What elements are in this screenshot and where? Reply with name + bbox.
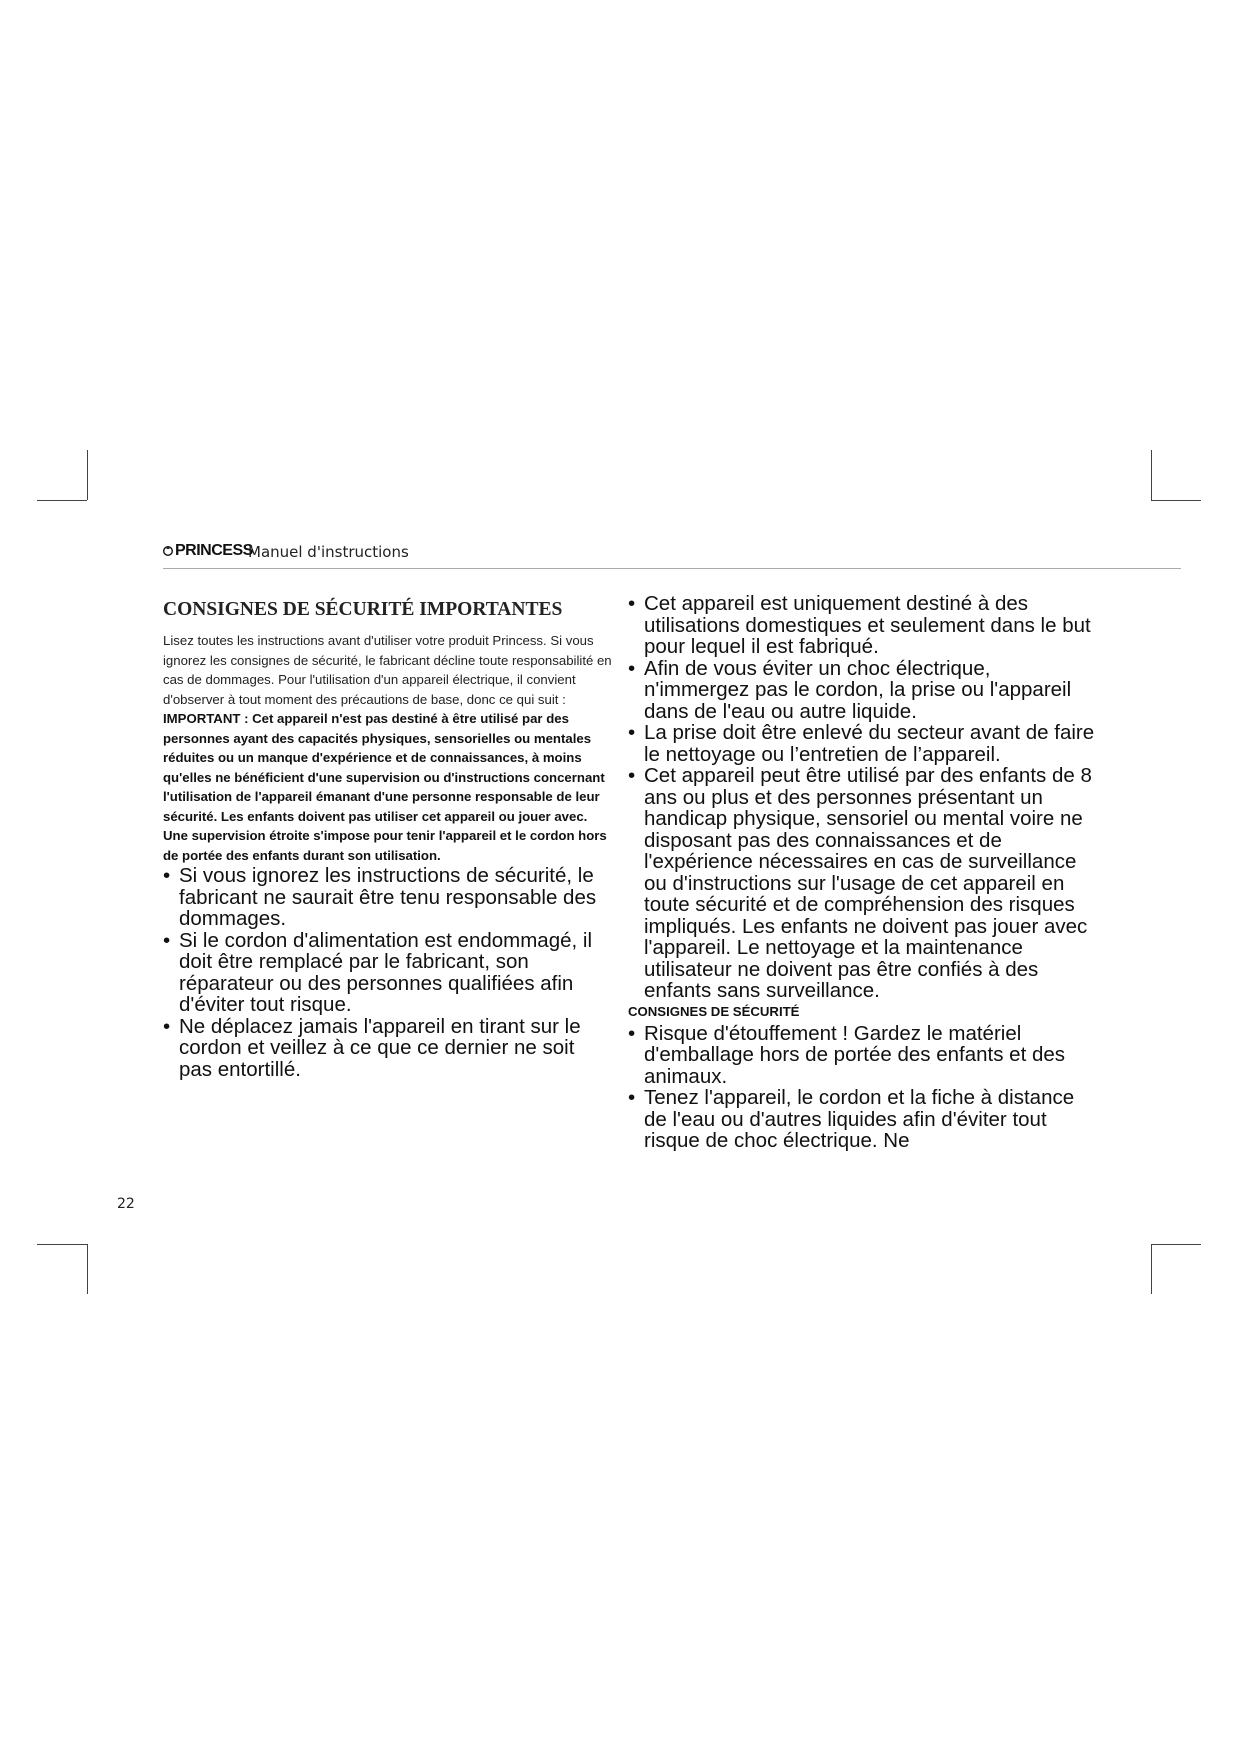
page-number: 22 (117, 1196, 135, 1212)
left-bullet-list (163, 865, 613, 1080)
right-bullet-list-bottom (628, 1023, 1098, 1152)
right-bullet-list-top (628, 593, 1098, 1002)
safety-subheading: CONSIGNES DE SÉCURITÉ (628, 1003, 800, 1019)
left-column (163, 598, 613, 1080)
intro-paragraph: Lisez toutes les instructions avant d'utiliser votre produit Princess. Si vous ignorez les consignes de sécurité, le fabricant décline toute responsabilité en cas de dommages. Pour l'utilisation d'un appareil électrique, il convient d'observer à tout moment des précautions de base, donc ce qui suit : (163, 633, 612, 707)
list-item: • Si le cordon d'alimentation est endommagé, il doit être remplacé par le fabricant, son réparateur ou des personnes qualifiées afin d'éviter tout risque. (163, 928, 593, 1016)
header-divider (163, 568, 1181, 569)
list-item: • La prise doit être enlevé du secteur avant de faire le nettoyage ou l’entretien de l’appareil. (628, 721, 1095, 766)
list-item: • Tenez l'appareil, le cordon et la fiche à distance de l'eau ou d'autres liquides afin d'éviter tout risque de choc électrique. Ne (628, 1086, 1075, 1152)
brand-logo (163, 542, 253, 560)
crown-icon (163, 544, 173, 558)
right-column (628, 593, 1098, 1152)
list-item: • Si vous ignorez les instructions de sécurité, le fabricant ne saurait être tenu responsable des dommages. (163, 864, 597, 930)
manual-title: Manuel d'instructions (248, 543, 409, 561)
section-title: CONSIGNES DE SÉCURITÉ IMPORTANTES (163, 599, 563, 620)
list-item: • Cet appareil peut être utilisé par des enfants de 8 ans ou plus et des personnes présentant un handicap physique, sensoriel ou mental voire ne disposant pas des connaissances et de l'expérience nécessaires en cas de surveillance ou d'instructions sur l'usage de cet appareil en toute sécurité et de compréhension des risques impliqués. Les enfants ne doivent pas jouer avec l'appareil. Le nettoyage et la maintenance utilisateur ne doivent pas être confiés à des enfants sans surveillance. (628, 764, 1092, 1002)
page-header (163, 538, 1181, 568)
important-paragraph: IMPORTANT : Cet appareil n'est pas destiné à être utilisé par des personnes ayant des capacités physiques, sensorielles ou mentales réduites ou un manque d'expérience et de connaissances, à moins qu'elles ne bénéficient d'une supervision ou d'instructions concernant l'utilisation de l'appareil émanant d'une personne responsable de leur sécurité. Les enfants doivent pas utiliser cet appareil ou jouer avec. Une supervision étroite s'impose pour tenir l'appareil et le cordon hors de portée des enfants durant son utilisation. (163, 711, 607, 863)
list-item: • Cet appareil est uniquement destiné à des utilisations domestiques et seulement dans le but pour lequel il est fabriqué. (628, 592, 1091, 658)
list-item: • Ne déplacez jamais l'appareil en tirant sur le cordon et veillez à ce que ce dernier ne soit pas entortillé. (163, 1014, 581, 1081)
list-item: • Afin de vous éviter un choc électrique, n'immergez pas le cordon, la prise ou l'appareil dans de l'eau ou autre liquide. (628, 656, 1072, 723)
brand-name: PRINCESS (175, 542, 253, 559)
list-item: • Risque d'étouffement ! Gardez le matériel d'emballage hors de portée des enfants et des animaux. (628, 1021, 1066, 1088)
